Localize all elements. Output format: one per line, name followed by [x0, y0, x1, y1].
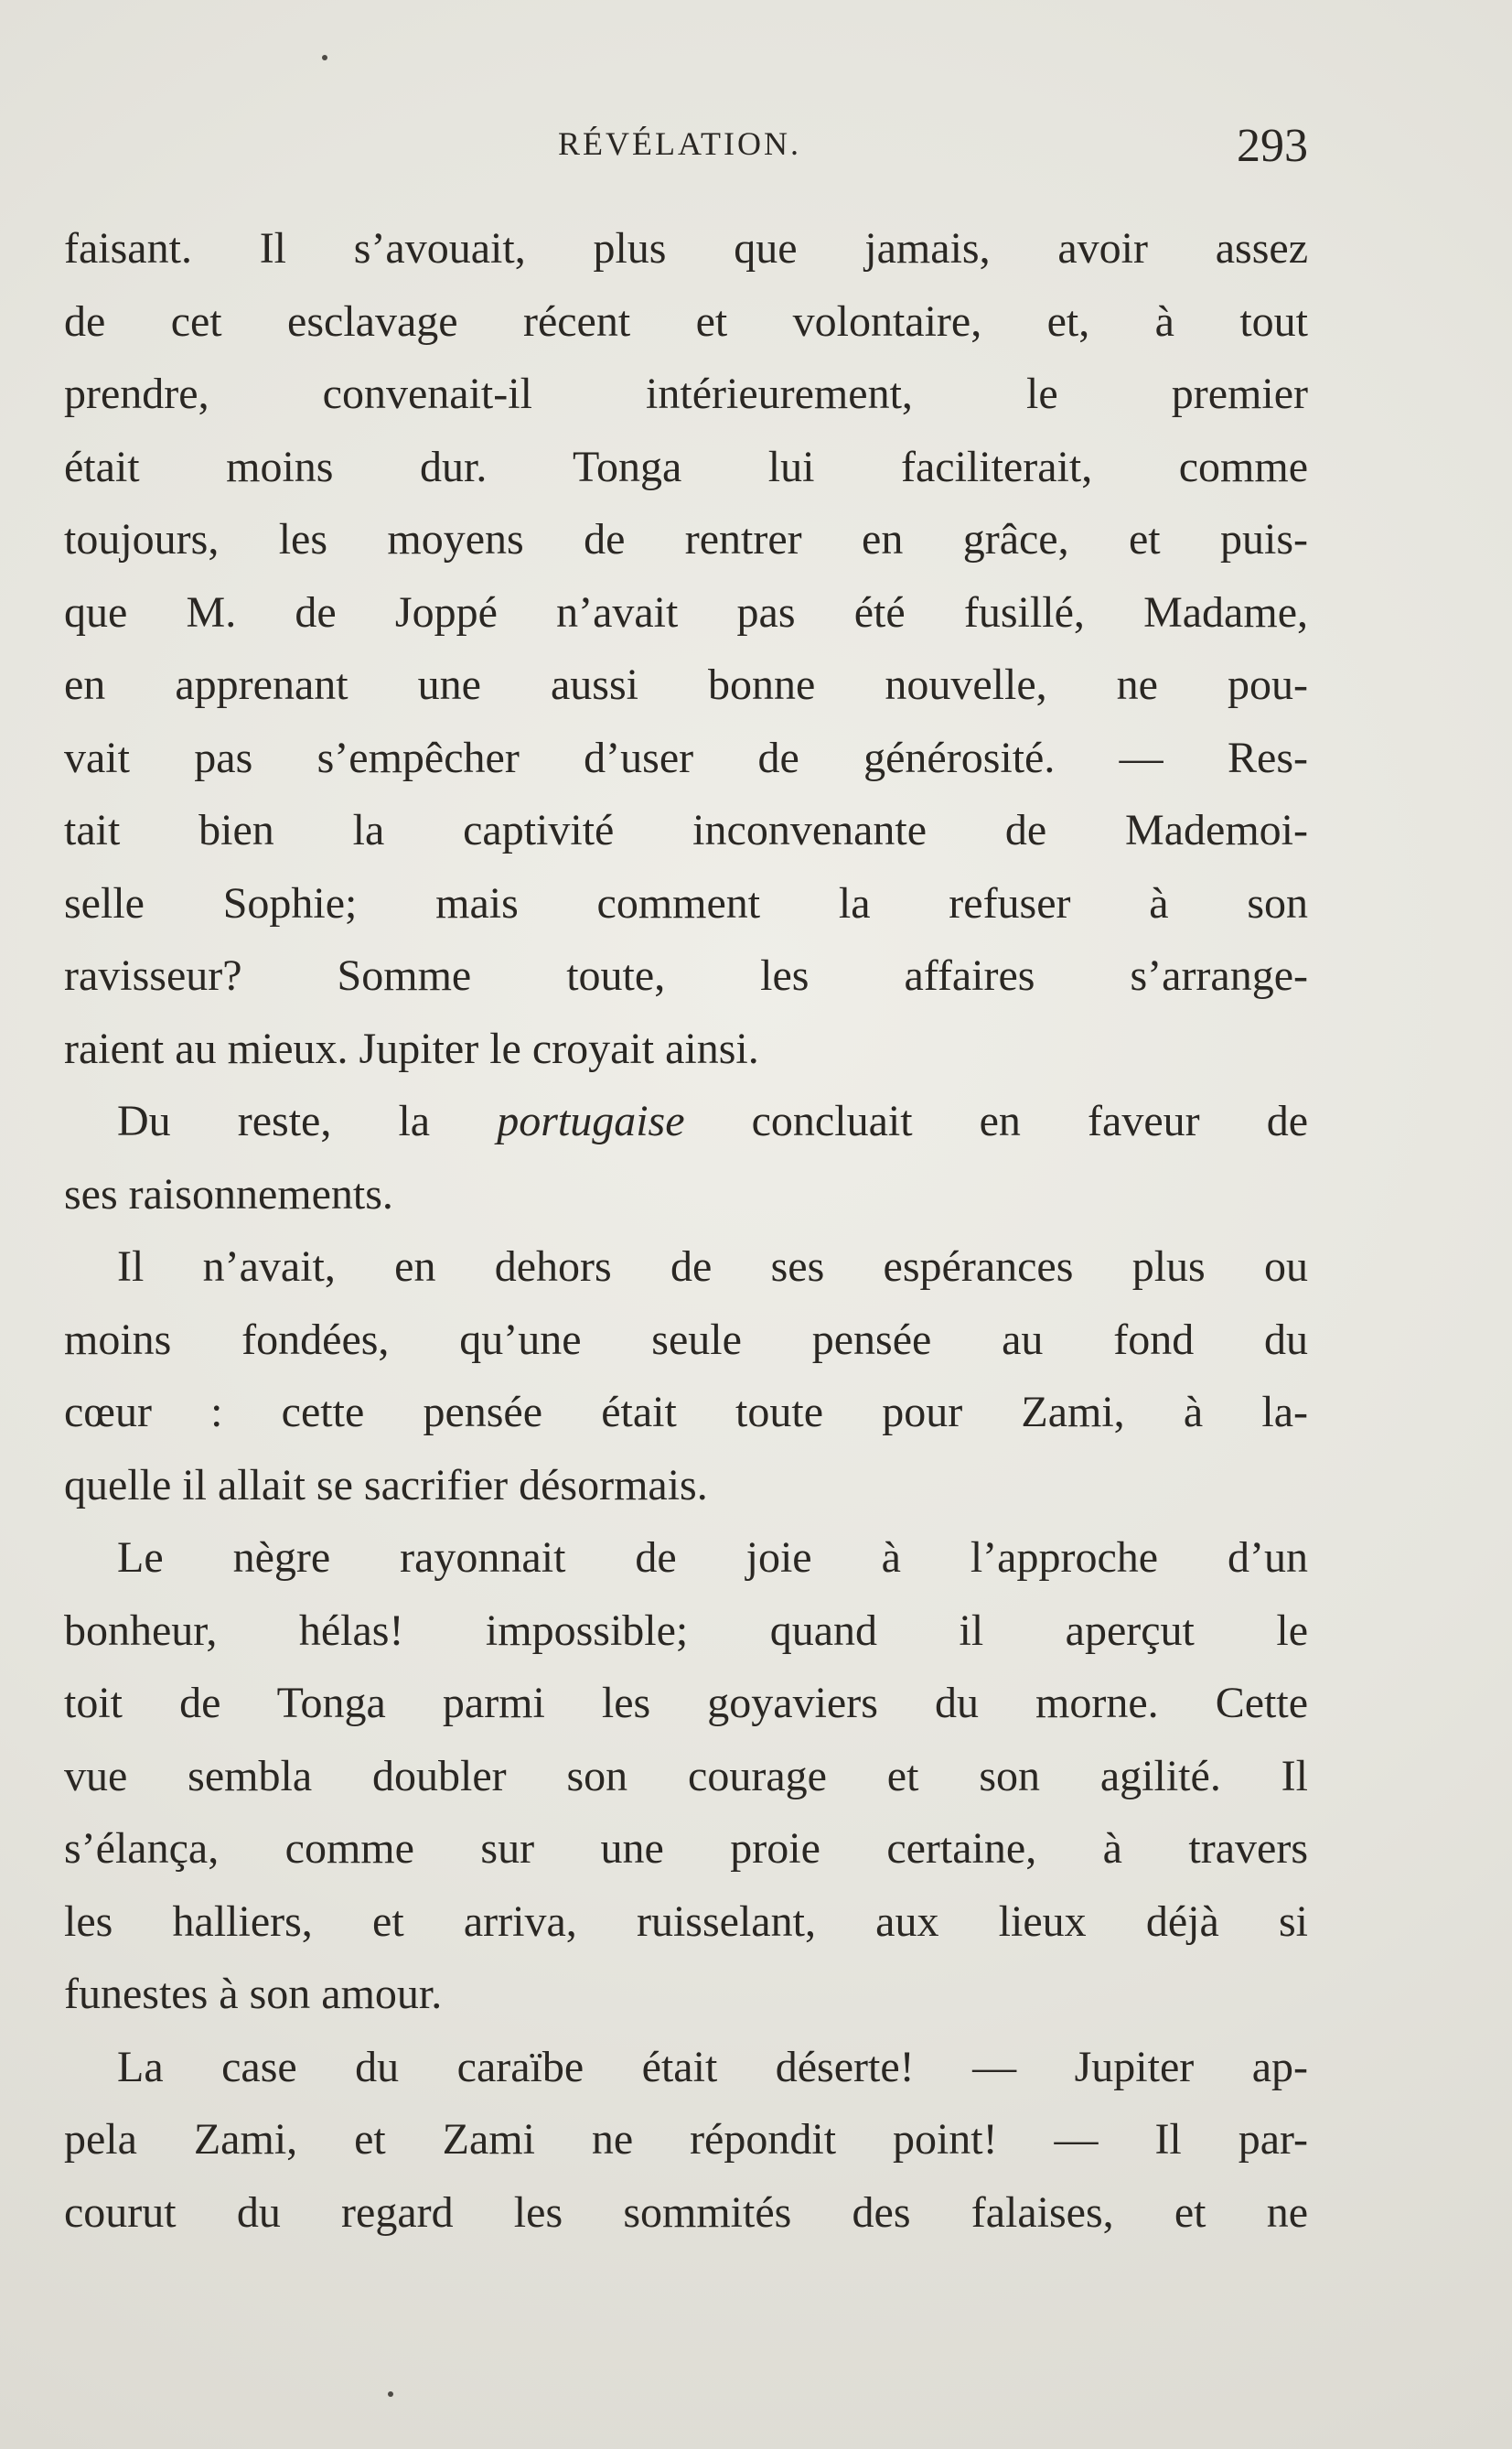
text-line: tait bien la captivité inconvenante de Mademoi-	[64, 806, 1308, 854]
text-line: toujours, les moyens de rentrer en grâce, et puis-	[64, 515, 1308, 564]
italic-word: portugaise	[497, 1097, 685, 1145]
text-line: Le nègre rayonnait de joie à l’approche d’un	[117, 1533, 1308, 1582]
text-line: pela Zami, et Zami ne répondit point! — Il par-	[64, 2115, 1308, 2164]
text-line: de cet esclavage récent et volontaire, et, à tout	[64, 296, 1308, 346]
text-line: vait pas s’empêcher d’user de générosité. — Res-	[64, 733, 1308, 782]
print-speck	[388, 2391, 393, 2397]
running-head: RÉVÉLATION.	[558, 125, 801, 162]
text-line: funestes à son amour.	[64, 1970, 443, 2018]
text-line: ravisseur? Somme toute, les affaires s’arrange-	[64, 951, 1308, 1000]
text-fragment: Du reste, la	[117, 1097, 498, 1145]
page-number: 293	[1237, 120, 1308, 172]
text-line: faisant. Il s’avouait, plus que jamais, avoir assez	[64, 224, 1308, 273]
text-line: Il n’avait, en dehors de ses espérances plus ou	[117, 1242, 1308, 1291]
text-line: moins fondées, qu’une seule pensée au fond du	[64, 1315, 1308, 1364]
text-line: que M. de Joppé n’avait pas été fusillé, Madame,	[64, 587, 1308, 637]
text-line: vue sembla doubler son courage et son agilité. Il	[64, 1751, 1308, 1800]
text-line: selle Sophie; mais comment la refuser à son	[64, 878, 1308, 928]
text-line: courut du regard les sommités des falaises, et ne	[64, 2187, 1308, 2237]
print-speck	[322, 55, 327, 60]
text-line: raient au mieux. Jupiter le croyait ainsi.	[64, 1024, 759, 1073]
text-line: ses raisonnements.	[64, 1169, 393, 1219]
text-line: les halliers, et arriva, ruisselant, aux lieux déjà si	[64, 1896, 1308, 1946]
text-line: prendre, convenait-il intérieurement, le premier	[64, 370, 1308, 418]
text-line: cœur : cette pensée était toute pour Zami, à la-	[64, 1388, 1308, 1436]
page-header	[64, 119, 1308, 174]
text-fragment: concluait en faveur de	[684, 1097, 1308, 1145]
text-line: bonheur, hélas! impossible; quand il aperçut le	[64, 1606, 1308, 1655]
text-line: était moins dur. Tonga lui faciliterait, comme	[64, 442, 1308, 491]
text-line: en apprenant une aussi bonne nouvelle, ne pou-	[64, 661, 1308, 709]
text-line: s’élança, comme sur une proie certaine, à travers	[64, 1824, 1308, 1873]
text-line: quelle il allait se sacrifier désormais.	[64, 1460, 708, 1509]
text-line: La case du caraïbe était déserte! — Jupiter ap-	[117, 2042, 1308, 2091]
text-line: toit de Tonga parmi les goyaviers du morne. Cette	[64, 1679, 1308, 1727]
text-line-with-italic	[64, 1085, 1308, 1158]
body-text	[64, 212, 1308, 2249]
